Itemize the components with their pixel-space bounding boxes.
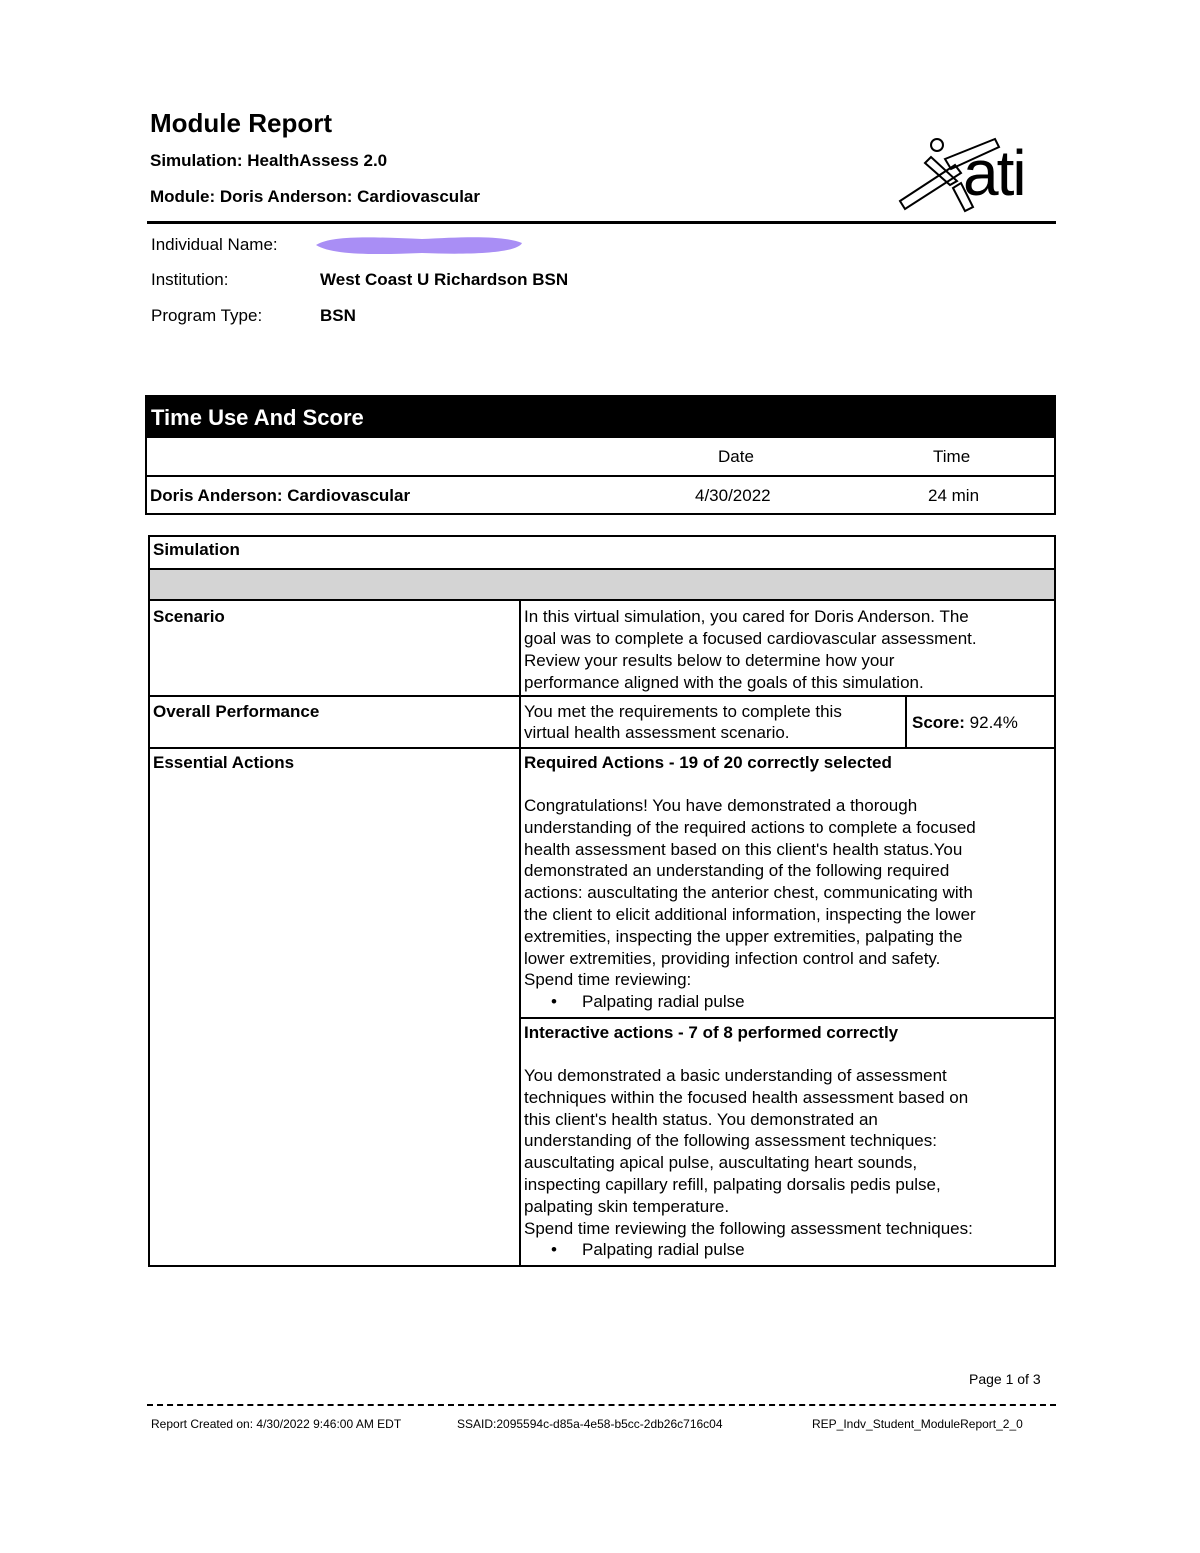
institution-label: Institution: xyxy=(151,270,229,289)
row-divider xyxy=(150,695,1054,697)
row-divider xyxy=(150,747,1054,749)
time-score-table xyxy=(145,395,1056,515)
individual-name-label: Individual Name: xyxy=(151,235,278,254)
column-divider xyxy=(519,601,521,1265)
time-score-heading: Time Use And Score xyxy=(147,397,1054,438)
program-type-label: Program Type: xyxy=(151,306,263,325)
program-type-value: BSN xyxy=(320,306,356,325)
table-row xyxy=(147,477,1054,513)
time-cell: 24 min xyxy=(928,486,980,505)
overall-performance-text: You met the requirements to complete this virtual health assessment scenario. xyxy=(524,702,842,742)
date-column-header: Date xyxy=(718,447,754,466)
interactive-review-item: Palpating radial pulse xyxy=(582,1240,745,1259)
scenario-text: In this virtual simulation, you cared for Doris Anderson. The goal was to complete a focused cardiovascular assessment. Review your results below to determine how your performance aligned with the goals of this simulation. xyxy=(524,607,977,692)
essential-actions-label: Essential Actions xyxy=(153,753,295,772)
bullet-icon: • xyxy=(551,1240,557,1259)
bullet-icon: • xyxy=(551,992,557,1011)
interactive-actions-text: You demonstrated a basic understanding of assessment techniques within the focused health assessment based on this client's health status. You demonstrated an understanding of the following assessment techniques: auscultating apical pulse, auscultating heart sounds, inspecting capillary refill, palpating dorsalis pedis pulse, palpating skin temperature. Spend time reviewing the following assessment techniques: xyxy=(524,1066,973,1238)
date-cell: 4/30/2022 xyxy=(695,486,771,505)
overall-performance-label: Overall Performance xyxy=(153,702,320,721)
row-divider xyxy=(519,1017,1054,1019)
redaction-mark xyxy=(312,231,525,259)
time-column-header: Time xyxy=(933,447,971,466)
page-title: Module Report xyxy=(150,108,332,138)
gray-band xyxy=(150,568,1054,601)
interactive-actions-heading: Interactive actions - 7 of 8 performed correctly xyxy=(524,1023,899,1042)
required-actions-text: Congratulations! You have demonstrated a thorough understanding of the required actions to complete a focused health assessment based on this client's health status.You demonstrated an understanding of the following required actions: auscultating the anterior chest, communicating with the client to elicit additional information, inspecting the lower extremities, inspecting the upper extremities, palpating the lower extremities, providing infection control and safety. Spend time reviewing: xyxy=(524,796,976,990)
score-divider xyxy=(905,695,907,747)
report-id: REP_Indv_Student_ModuleReport_2_0 xyxy=(812,1417,1023,1431)
module-name: Module: Doris Anderson: Cardiovascular xyxy=(150,187,480,206)
logo-wordmark: ati xyxy=(963,137,1025,209)
scenario-label: Scenario xyxy=(153,607,225,626)
ati-logo xyxy=(895,133,1045,218)
footer-divider xyxy=(147,1404,1056,1406)
simulation-table xyxy=(148,535,1056,1267)
page-number: Page 1 of 3 xyxy=(969,1371,1041,1387)
report-created: Report Created on: 4/30/2022 9:46:00 AM EDT xyxy=(151,1417,402,1431)
ssaid: SSAID:2095594c-d85a-4e58-b5cc-2db26c716c04 xyxy=(457,1417,723,1431)
simulation-heading: Simulation xyxy=(153,540,240,559)
module-cell: Doris Anderson: Cardiovascular xyxy=(150,486,411,505)
simulation-name: Simulation: HealthAssess 2.0 xyxy=(150,151,388,170)
time-table-header-row xyxy=(147,438,1054,477)
header-divider xyxy=(147,221,1056,224)
institution-value: West Coast U Richardson BSN xyxy=(320,270,569,289)
required-review-item: Palpating radial pulse xyxy=(582,992,745,1011)
required-actions-heading: Required Actions - 19 of 20 correctly selected xyxy=(524,753,892,772)
score-value: Score: 92.4% xyxy=(912,713,1018,732)
